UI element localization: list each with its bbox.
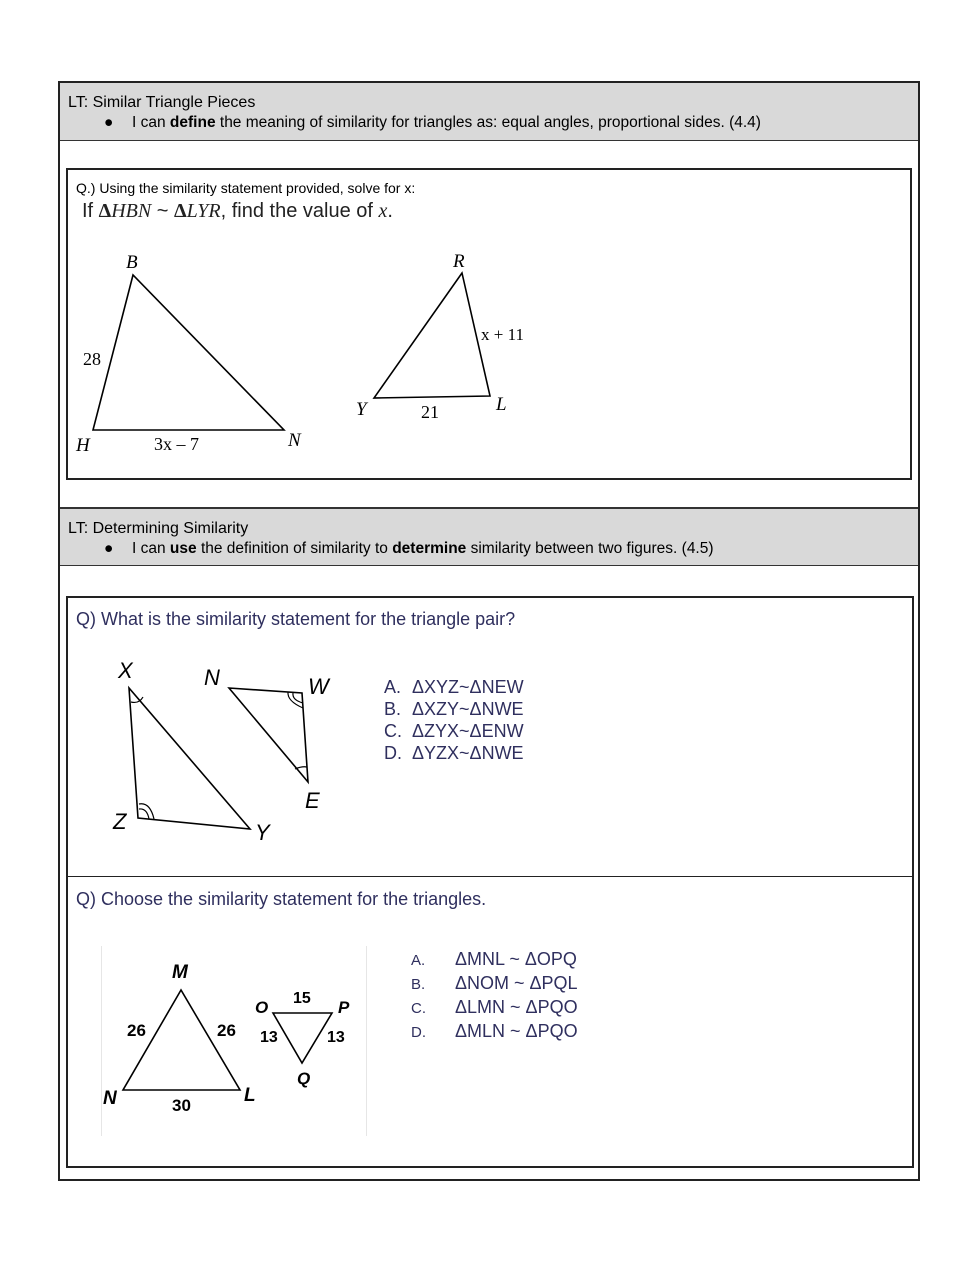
triangle-lyr <box>374 273 490 398</box>
bullet-icon: ● <box>104 540 114 557</box>
side-label-hb: 28 <box>83 349 101 369</box>
vertex-label-e: E <box>305 788 320 813</box>
side-label-hn: 3x – 7 <box>154 434 199 454</box>
triangle-mnl <box>123 990 240 1090</box>
vertex-label-r: R <box>453 251 465 272</box>
side-label-nl: 30 <box>172 1096 191 1115</box>
triangle-xzy <box>129 688 250 829</box>
vertex-label-z: Z <box>113 809 127 834</box>
question-prompt: Q.) Using the similarity statement provided, solve for x: <box>76 180 416 196</box>
vertex-label-y: Y <box>356 399 367 420</box>
vertex-label-x: X <box>118 658 133 683</box>
answer-choices <box>384 676 524 764</box>
similarity-equation: If ΔHBN ~ ΔLYR, find the value of x. <box>82 200 393 222</box>
question-divider <box>68 876 912 877</box>
choice-c[interactable]: C. ΔLMN ~ ΔPQO <box>411 997 578 1017</box>
vertex-label-l: L <box>244 1085 256 1106</box>
side-label-rl: x + 11 <box>481 325 524 344</box>
side-label-op: 15 <box>293 990 311 1007</box>
side-label-ml: 26 <box>217 1021 236 1040</box>
vertex-label-b: B <box>126 252 138 273</box>
questions-determining-similarity <box>66 596 914 1168</box>
choice-a[interactable]: A. ΔXYZ~ΔNEW <box>384 677 524 697</box>
lt-title: LT: Determining Similarity <box>68 520 249 537</box>
vertex-label-m: M <box>172 962 188 983</box>
side-label-oq: 13 <box>260 1029 278 1046</box>
answer-choices <box>411 948 578 1044</box>
choice-b[interactable]: B. ΔNOM ~ ΔPQL <box>411 973 578 993</box>
lt-objective: ● I can use the definition of similarity to determine similarity between two figures. (4.5) <box>104 540 714 557</box>
lt-title: LT: Similar Triangle Pieces <box>68 94 256 111</box>
vertex-label-l: L <box>496 394 507 415</box>
vertex-label-n: N <box>103 1088 117 1109</box>
choice-d[interactable]: D. ΔMLN ~ ΔPQO <box>411 1021 578 1041</box>
angle-mark-e <box>295 767 307 769</box>
triangle-figures <box>68 170 910 478</box>
vertex-label-y: Y <box>255 820 270 845</box>
worksheet-table <box>58 81 920 1181</box>
question-text: Q) Choose the similarity statement for the triangles. <box>76 889 487 909</box>
lt-objective: ● I can define the meaning of similarity for triangles as: equal angles, proportional sides. (4.4) <box>104 114 761 131</box>
vertex-label-q: Q <box>297 1069 311 1088</box>
choice-a[interactable]: A. ΔMNL ~ ΔOPQ <box>411 949 577 969</box>
vertex-label-n: N <box>288 430 301 451</box>
vertex-label-w: W <box>308 674 329 699</box>
lt-header-determining-similarity <box>60 508 918 566</box>
question-solve-for-x <box>66 168 912 480</box>
question-text: Q) What is the similarity statement for the triangle pair? <box>76 609 516 629</box>
side-label-mn: 26 <box>127 1021 146 1040</box>
side-label-yl: 21 <box>421 402 439 422</box>
lt-header-similar-triangle-pieces <box>60 83 918 141</box>
vertex-label-h: H <box>76 435 90 456</box>
vertex-label-n: N <box>204 665 220 690</box>
vertex-label-o: O <box>255 998 269 1017</box>
bullet-icon: ● <box>104 114 114 131</box>
side-label-pq: 13 <box>327 1029 345 1046</box>
choice-b[interactable]: B. ΔXZY~ΔNWE <box>384 699 524 719</box>
choice-d[interactable]: D. ΔYZX~ΔNWE <box>384 743 524 763</box>
choice-c[interactable]: C. ΔZYX~ΔENW <box>384 721 524 741</box>
triangle-hbn <box>93 275 284 430</box>
vertex-label-p: P <box>338 998 350 1017</box>
triangle-opq <box>273 1013 332 1063</box>
